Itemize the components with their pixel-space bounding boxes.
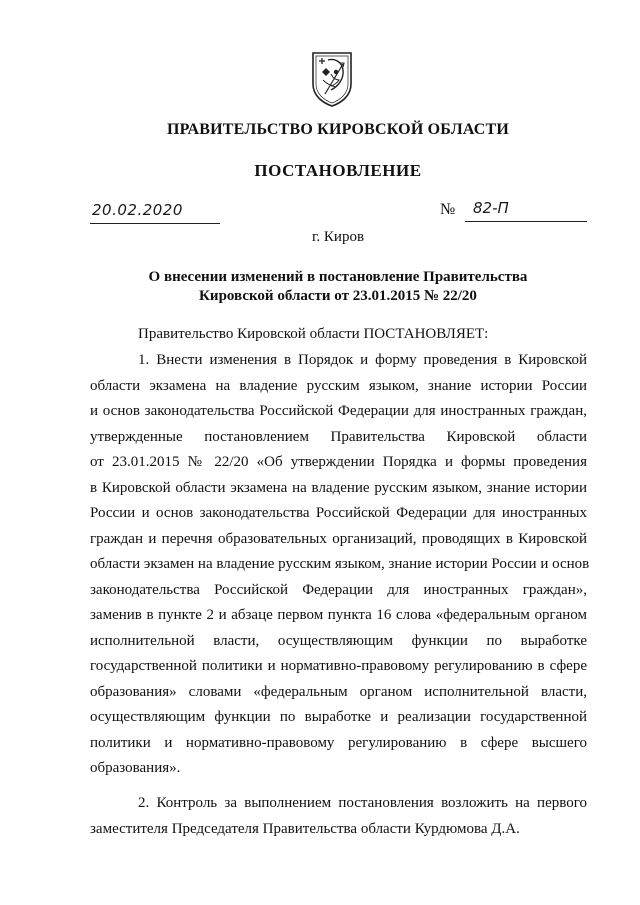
text-line: заменив в пункте 2 и абзаце первом пункта 16 слова «федеральным органом [90,607,587,623]
text-line: 1. Внести изменения в Порядок и форму проведения в Кировской [138,352,587,368]
text-line: образования» словами «федеральным органом исполнительной власти, [90,683,587,700]
organization-title: ПРАВИТЕЛЬСТВО КИРОВСКОЙ ОБЛАСТИ [166,121,510,138]
text-line: граждан и перечня образовательных организаций, проводящих в Кировской [90,530,587,547]
kirov-oblast-coat-of-arms-icon [309,50,355,108]
text-line: 2. Контроль за выполнением постановления возложить на первого [138,795,587,811]
preamble: Правительство Кировской области ПОСТАНОВЛЯЕТ: [138,326,489,342]
text-line: государственной политики и нормативно-правовому регулированию в сфере [90,658,587,674]
text-line: области экзамен на владение русским языком, знание истории России и основ [90,556,590,572]
date-field [90,203,220,224]
document-type-heading: ПОСТАНОВЛЕНИЕ [254,161,422,180]
text-line: осуществляющим функции по выработке и реализации государственной [90,709,587,725]
number-label: № [440,201,456,218]
subject-line: О внесении изменений в постановление Правительства [148,269,528,285]
paragraph-1 [90,348,590,782]
text-line: России и основ законодательства Российской Федерации для иностранных [90,505,587,521]
handwritten-date: 20.02.2020 [92,201,183,219]
subject-line: Кировской области от 23.01.2015 № 22/20 [199,288,477,304]
number-field [465,199,587,222]
text-line: законодательства Российской Федерации для иностранных граждан», [90,581,587,598]
paragraph-2 [90,791,587,842]
text-line: в Кировской области экзамена на владение русским языком, знание истории [90,479,587,496]
text-line: заместителя Председателя Правительства области Курдюмова Д.А. [90,820,520,837]
text-line: области экзамена на владение русским языком, знание истории России [90,377,587,394]
city-label: г. Киров [311,229,365,245]
text-line: утвержденные постановлением Правительства Кировской области [90,428,587,445]
text-line: и основ законодательства Российской Федерации для иностранных граждан, [90,403,587,419]
text-line: исполнительной власти, осуществляющим функции по выработке [90,632,587,649]
document-subject [18,268,640,306]
text-line: политики и нормативно-правовому регулированию в сфере высшего [90,734,587,751]
handwritten-number: 82-П [473,199,509,217]
text-line: образования». [90,760,181,776]
text-line: от 23.01.2015 № 22/20 «Об утверждении Порядка и формы проведения [90,454,587,470]
